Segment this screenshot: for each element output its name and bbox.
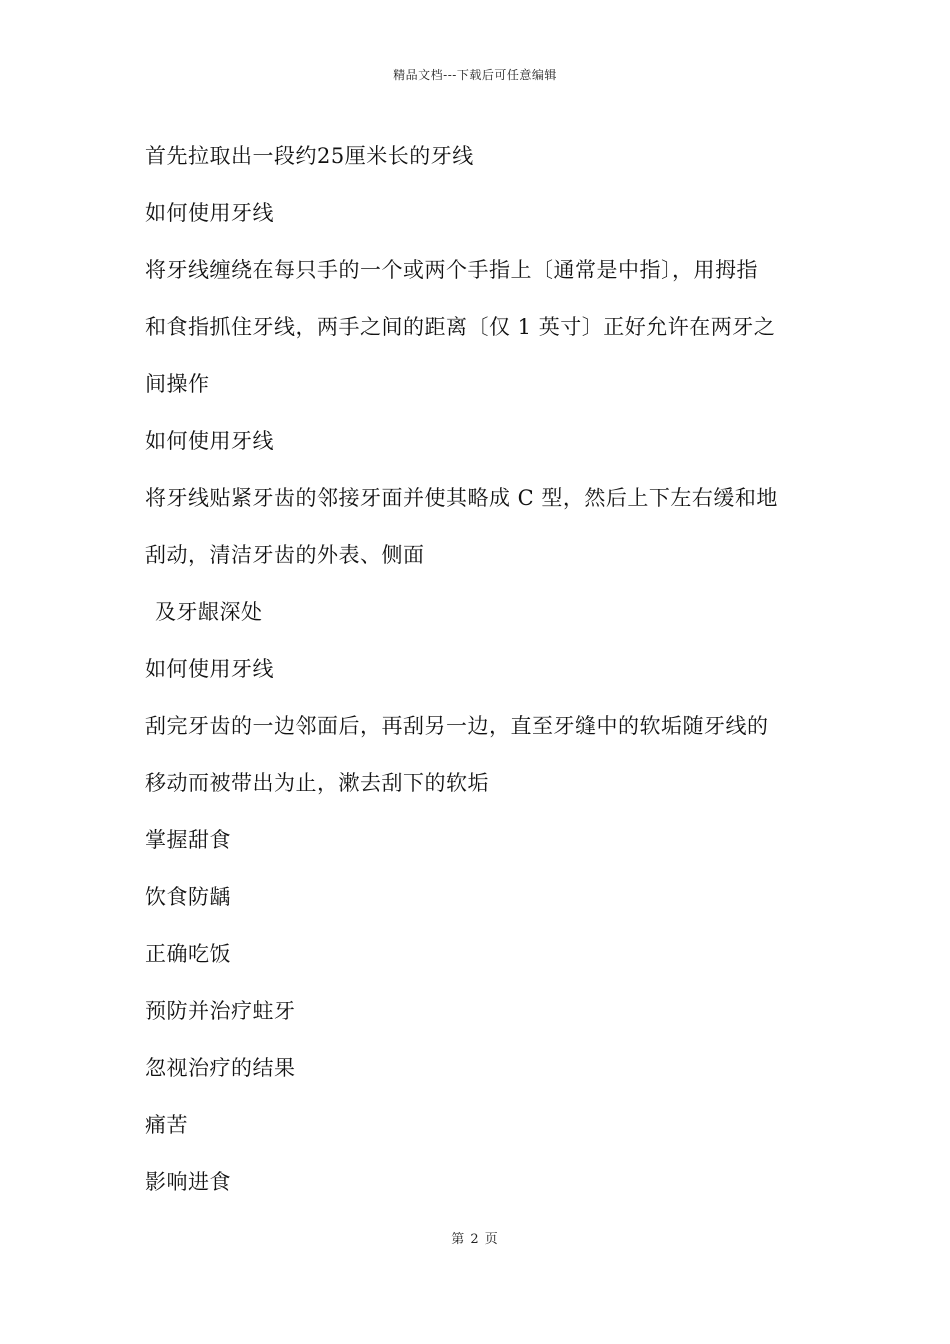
text-line: 刮动，清洁牙齿的外表、侧面 <box>145 543 425 567</box>
page-header: 精品文档---下载后可任意编辑 <box>393 68 557 82</box>
text-line: 首先拉取出一段约25厘米长的牙线 <box>145 144 474 168</box>
text-line: 忽视治疗的结果 <box>145 1056 296 1080</box>
section-heading: 如何使用牙线 <box>145 201 274 225</box>
text-line: 掌握甜食 <box>145 828 231 852</box>
text-line: 预防并治疗蛀牙 <box>145 999 296 1023</box>
section-heading: 如何使用牙线 <box>145 429 274 453</box>
text-line: 痛苦 <box>145 1113 188 1137</box>
text-line: 间操作 <box>145 372 210 396</box>
text-line: 将牙线贴紧牙齿的邻接牙面并使其略成 C 型，然后上下左右缓和地 <box>145 486 778 510</box>
text-line: 饮食防龋 <box>145 885 231 909</box>
text-line: 刮完牙齿的一边邻面后，再刮另一边，直至牙缝中的软垢随牙线的 <box>145 714 769 738</box>
text-line: 及牙龈深处 <box>155 600 263 624</box>
text-line: 将牙线缠绕在每只手的一个或两个手指上〔通常是中指〕，用拇指 <box>145 258 758 282</box>
section-heading: 如何使用牙线 <box>145 657 274 681</box>
document-body <box>145 128 825 1211</box>
text-line: 正确吃饭 <box>145 942 231 966</box>
page-number: 第 2 页 <box>451 1232 499 1247</box>
text-line: 和食指抓住牙线，两手之间的距离〔仅 1 英寸〕正好允许在两牙之 <box>145 315 776 339</box>
text-line: 影响进食 <box>145 1170 231 1194</box>
text-line: 移动而被带出为止，漱去刮下的软垢 <box>145 771 489 795</box>
